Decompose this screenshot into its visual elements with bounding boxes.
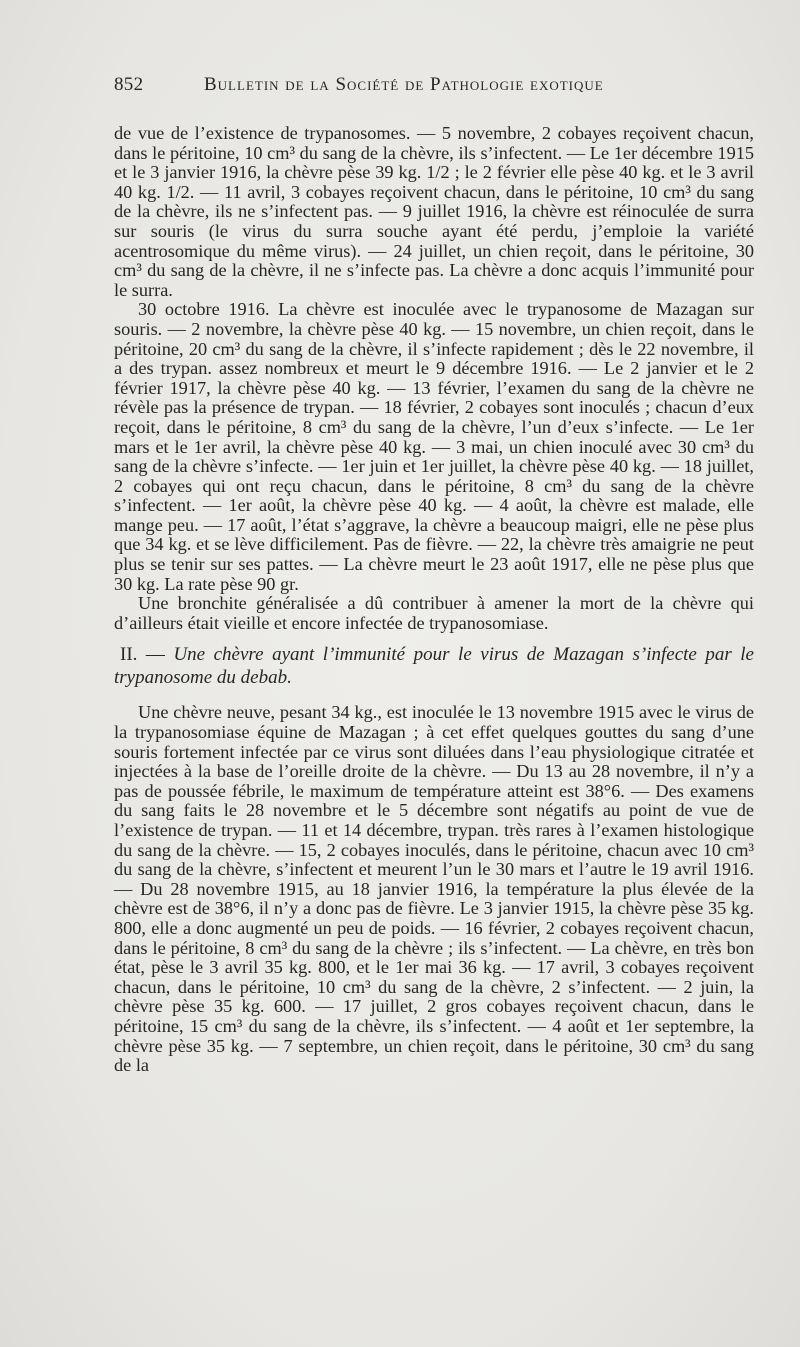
section-title: Une chèvre ayant l’immunité pour le virus de Mazagan s’infecte par le trypanosome du debab. <box>114 644 754 689</box>
body-text <box>114 124 754 1076</box>
paragraph: Une chèvre neuve, pesant 34 kg., est inoculée le 13 novembre 1915 avec le virus de la trypanosomiase équine de Mazagan ; à cet effet quelques gouttes du sang d’une souris fortement infectée par ce virus sont diluées dans l’eau physiologique citratée et injectées à la base de l’oreille droite de la chèvre. — Du 13 au 28 novembre, il n’y a pas de poussée fébrile, le maximum de température atteint est 38°6. — Des examens du sang faits le 28 novembre et le 5 décembre sont négatifs au point de vue de l’existence de trypan. — 11 et 14 décembre, trypan. très rares à l’examen histologique du sang de la chèvre. — 15, 2 cobayes inoculés, dans le péritoine, chacun avec 10 cm³ du sang de la chèvre, s’infectent et meurent l’un le 30 mars et l’autre le 19 avril 1916. — Du 28 novembre 1915, au 18 janvier 1916, la température la plus élevée de la chèvre est de 38°6, il n’y a donc pas de fièvre. Le 3 janvier 1915, la chèvre pèse 35 kg. 800, elle a donc augmenté un peu de poids. — 16 février, 2 cobayes reçoivent chacun, dans le péritoine, 8 cm³ du sang de la chèvre ; ils s’infectent. — La chèvre, en très bon état, pèse le 3 avril 35 kg. 800, et le 1er mai 36 kg. — 17 avril, 3 cobayes reçoivent chacun, dans le péritoine, 10 cm³ du sang de la chèvre, 2 s’infectent. — 2 juin, la chèvre pèse 35 kg. 600. — 17 juillet, 2 gros cobayes reçoivent chacun, dans le péritoine, 15 cm³ du sang de la chèvre, ils s’infectent. — 4 août et 1er septembre, la chèvre pèse 35 kg. — 7 septembre, un chien reçoit, dans le péritoine, 30 cm³ du sang de la <box>114 702 754 1076</box>
paragraph: Une bronchite généralisée a dû contribuer à amener la mort de la chèvre qui d’ailleurs était vieille et encore infectée de trypanosomiase. <box>114 593 754 633</box>
paragraph: 30 octobre 1916. La chèvre est inoculée avec le trypanosome de Mazagan sur souris. — 2 novembre, la chèvre pèse 40 kg. — 15 novembre, un chien reçoit, dans le péritoine, 20 cm³ du sang de la chèvre, il s’infecte rapidement ; dès le 22 novembre, il a des trypan. assez nombreux et meurt le 9 décembre 1916. — Le 2 janvier et le 2 février 1917, la chèvre pèse 40 kg. — 13 février, l’examen du sang de la chèvre ne révèle pas la présence de trypan. — 18 février, 2 cobayes sont inoculés ; chacun d’eux reçoit, dans le péritoine, 8 cm³ du sang de la chèvre, l’un d’eux s’infecte. — Le 1er mars et le 1er avril, la chèvre pèse 40 kg. — 3 mai, un chien inoculé avec 30 cm³ du sang de la chèvre s’infecte. — 1er juin et 1er juillet, la chèvre pèse 40 kg. — 18 juillet, 2 cobayes qui ont reçu chacun, dans le péritoine, 8 cm³ du sang de la chèvre s’infectent. — 1er août, la chèvre pèse 40 kg. — 4 août, la chèvre est malade, elle mange peu. — 17 août, l’état s’aggrave, la chèvre a beaucoup maigri, elle ne pèse plus que 34 kg. et se lève difficilement. Pas de fièvre. — 22, la chèvre très amaigrie ne peut plus se tenir sur ses pattes. — La chèvre meurt le 23 août 1917, elle ne pèse plus que 30 kg. La rate pèse 90 gr. <box>114 299 754 594</box>
running-title: Bulletin de la Société de Pathologie exotique <box>204 74 604 95</box>
section-number: II. — <box>120 644 174 666</box>
page-number: 852 <box>114 74 144 95</box>
section-heading <box>114 643 754 689</box>
paragraph: de vue de l’existence de trypanosomes. — 5 novembre, 2 cobayes reçoivent chacun, dans le péritoine, 10 cm³ du sang de la chèvre, ils s’infectent. — Le 1er décembre 1915 et le 3 janvier 1916, la chèvre pèse 39 kg. 1/2 ; le 2 février elle pèse 40 kg. et le 3 avril 40 kg. 1/2. — 11 avril, 3 cobayes reçoivent chacun, dans le péritoine, 10 cm³ du sang de la chèvre, ils ne s’infectent pas. — 9 juillet 1916, la chèvre est réinoculée de surra sur souris (le virus du surra souche ayant été perdu, j’emploie la variété acentrosomique du même virus). — 24 juillet, un chien reçoit, dans le péritoine, 30 cm³ du sang de la chèvre, il ne s’infecte pas. La chèvre a donc acquis l’immunité pour le surra. <box>114 123 754 300</box>
running-header <box>114 74 754 96</box>
